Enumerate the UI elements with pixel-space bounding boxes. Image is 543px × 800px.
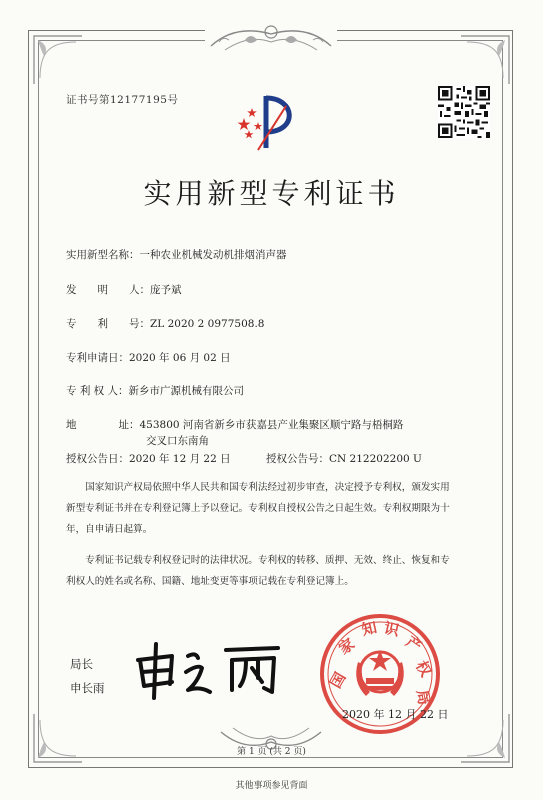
- field-value: ZL 2020 2 0977508.8: [150, 318, 265, 330]
- field-label: 实用新型名称：: [66, 249, 140, 261]
- field-label: 专 利 权 人：: [66, 385, 129, 397]
- field-application-date: [66, 350, 231, 365]
- corner-ornament-bottom-left: [30, 710, 86, 766]
- field-address: [66, 417, 403, 432]
- seal-char: 权: [412, 657, 436, 680]
- statement-line-4: 专利证书记载专利权登记时的法律状况。专利权的转移、质押、无效、终止、恢复和专: [85, 555, 450, 566]
- field-label: 发 明 人：: [66, 284, 150, 296]
- statement-line-5: 利权人的姓名或名称、国籍、地址变更等事项记载在专利登记簿上。: [66, 576, 354, 587]
- field-label: 专 利 号：: [66, 318, 150, 330]
- seal-char: 家: [335, 634, 358, 658]
- field-value: 新乡市广源机械有限公司: [128, 385, 245, 397]
- page-number: 第 1 页 (共 2 页): [237, 747, 306, 757]
- seal-date: 2020 年 12 月 22 日: [342, 708, 449, 721]
- field-label: 授权公告号：: [266, 453, 329, 465]
- field-label: 授权公告日：: [66, 453, 129, 465]
- field-utility-model-name: [66, 247, 287, 262]
- field-value: 庞予斌: [150, 284, 182, 296]
- field-patent-number: [66, 316, 264, 331]
- field-patentee: [66, 383, 244, 398]
- field-inventor: [66, 282, 182, 297]
- signatory-name: 申长雨: [70, 681, 105, 695]
- field-value: 2020 年 06 月 02 日: [129, 352, 231, 364]
- corner-ornament-top-right: [457, 32, 513, 88]
- qr-code-icon: [438, 86, 490, 138]
- seal-char: 局: [413, 688, 434, 707]
- field-label: 专利申请日：: [66, 352, 129, 364]
- handwritten-signature: [128, 638, 288, 700]
- statement-line-3: 年，自申请日起算。: [66, 524, 153, 535]
- field-value: CN 212202200 U: [329, 453, 422, 465]
- field-address-line2: 交叉口东南角: [146, 435, 209, 447]
- field-grant-date: [66, 451, 231, 466]
- corner-ornament-bottom-right: [457, 710, 513, 766]
- statement-line-1: 国家知识产权局依照中华人民共和国专利法经过初步审查，决定授予专利权，颁发实用: [85, 482, 450, 493]
- field-grant-number: [266, 451, 422, 466]
- field-label: 地 址：: [66, 419, 140, 431]
- field-value: 453800 河南省新乡市获嘉县产业集聚区顺宁路与梧桐路: [139, 419, 404, 431]
- certificate-number: 证书号第12177195号: [66, 94, 179, 106]
- signatory-title: 局长: [70, 657, 93, 671]
- certificate-title: 实用新型专利证书: [143, 177, 400, 210]
- seal-char: 识: [382, 618, 401, 640]
- seal-char: 产: [402, 632, 426, 656]
- seal-char: 国: [326, 669, 350, 692]
- statement-line-2: 新型专利证书并在专利登记簿上予以登记。专利权自授权公告之日起生效。专利权期限为十: [66, 503, 450, 514]
- cnipa-logo-icon: [236, 92, 302, 154]
- footer-note: 其他事项参见背面: [235, 781, 308, 791]
- field-value: 一种农业机械发动机排烟消声器: [139, 249, 287, 261]
- seal-char: 知: [360, 618, 379, 640]
- field-value: 2020 年 12 月 22 日: [129, 453, 231, 465]
- corner-ornament-top-left: [30, 32, 86, 88]
- top-ornament: [205, 16, 337, 64]
